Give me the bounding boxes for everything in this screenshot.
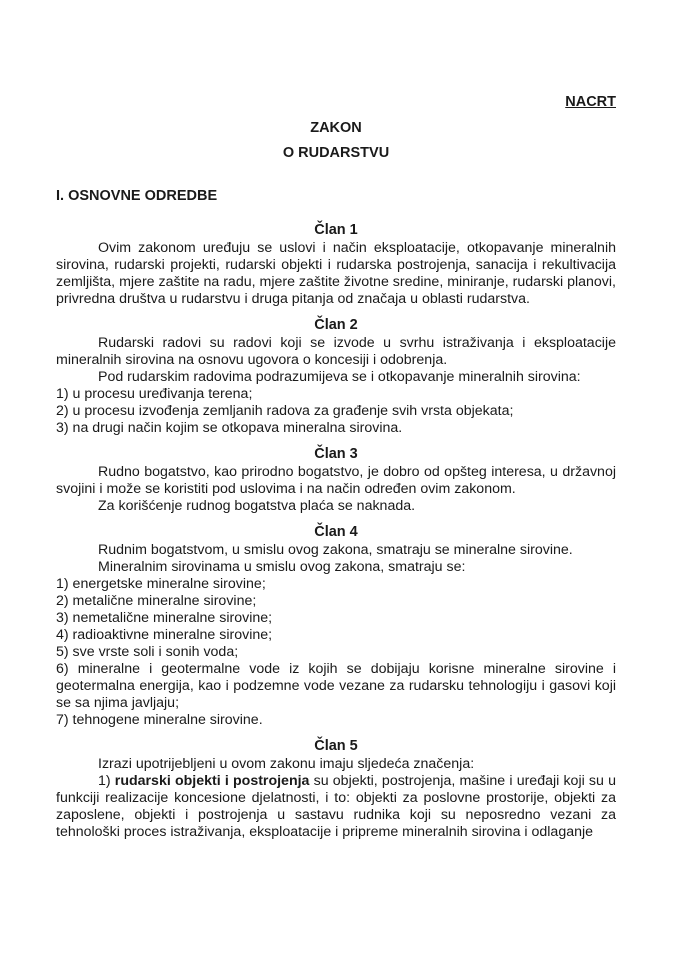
article-4: [56, 524, 616, 729]
definition-text: su objekti, postrojenja, mašine i uređaji koji su u funkciji realizacije koncesione djelatnosti, i to: objekti za poslovne prostorije, objekti za zaposlene, objekti i postrojenja u sastavu rudnika koji su neposredno vezani za tehnološki proces istraživanja, eksploatacije i pripreme mineralnih sirovina i odlaganje: [56, 773, 616, 840]
draft-label: NACRT: [565, 94, 616, 110]
document-body: [56, 222, 616, 850]
list-item: 2) u procesu izvođenja zemljanih radova za građenje svih vrsta objekata;: [56, 403, 514, 419]
article-3: [56, 446, 616, 515]
article-heading: Član 5: [314, 738, 358, 754]
list-item: 1) energetske mineralne sirovine;: [56, 576, 266, 592]
list-item: 6) mineralne i geotermalne vode iz kojih se dobijaju korisne mineralne sirovine i geotermalna energija, kao i podzemne vode vezane za rudarsku tehnologiju i gasovi koji se sa njima javljaju;: [56, 661, 616, 711]
list-item: 2) metalične mineralne sirovine;: [56, 593, 257, 609]
article-paragraph: Rudnim bogatstvom, u smislu ovog zakona, smatraju se mineralne sirovine.: [98, 542, 573, 558]
article-paragraph: Rudno bogatstvo, kao prirodno bogatstvo, je dobro od opšteg interesa, u državnoj svojini i može se koristiti pod uslovima i na način određen ovim zakonom.: [56, 464, 616, 497]
list-item: 4) radioaktivne mineralne sirovine;: [56, 627, 273, 643]
article-paragraph: Pod rudarskim radovima podrazumijeva se i otkopavanje mineralnih sirovina:: [98, 369, 581, 385]
article-paragraph: Rudarski radovi su radovi koji se izvode u svrhu istraživanja i eksploatacije mineralnih sirovina na osnovu ugovora o koncesiji i odobrenja.: [56, 335, 616, 368]
list-item: 5) sve vrste soli i sonih voda;: [56, 644, 239, 660]
list-item: 3) na drugi način kojim se otkopava mineralna sirovina.: [56, 420, 403, 436]
article-2: [56, 317, 616, 437]
article-paragraph: Mineralnim sirovinama u smislu ovog zakona, smatraju se:: [98, 559, 466, 575]
article-5: [56, 738, 616, 841]
list-item: 3) nemetalične mineralne sirovine;: [56, 610, 273, 626]
article-heading: Član 1: [314, 222, 358, 238]
list-item: 1) u procesu uređivanja terena;: [56, 386, 253, 402]
definition-number: 1): [98, 773, 115, 789]
article-heading: Član 2: [314, 317, 358, 333]
article-1: [56, 222, 616, 308]
article-paragraph: Za korišćenje rudnog bogatstva plaća se naknada.: [98, 498, 416, 514]
definition-item: [56, 773, 616, 841]
article-paragraph: Ovim zakonom uređuju se uslovi i način eksploatacije, otkopavanje mineralnih sirovina, rudarski projekti, rudarski objekti i rudarska postrojenja, sanacija i rekultivacija zemljišta, mjere zaštite na radu, mjere zaštite životne sredine, miniranje, rudarski planovi, privredna društva u rudarstvu i druga pitanja od značaja u oblasti rudarstva.: [56, 240, 616, 307]
list-item: 7) tehnogene mineralne sirovine.: [56, 712, 263, 728]
law-subtitle: O RUDARSTVU: [282, 145, 390, 161]
article-paragraph: Izrazi upotrijebljeni u ovom zakonu imaju sljedeća značenja:: [98, 756, 475, 772]
article-heading: Član 3: [314, 446, 358, 462]
law-title: ZAKON: [310, 120, 362, 136]
definition-term: rudarski objekti i postrojenja: [114, 773, 310, 789]
article-heading: Član 4: [314, 524, 358, 540]
section-heading: I. OSNOVNE ODREDBE: [56, 188, 218, 204]
